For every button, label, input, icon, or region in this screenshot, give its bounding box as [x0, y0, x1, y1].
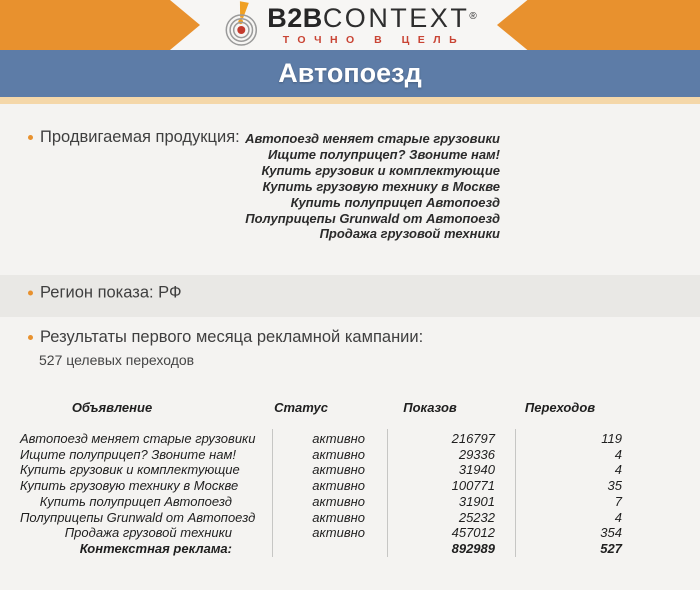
table-cell: 4 [614, 446, 622, 462]
list-item: Продажа грузовой техники [319, 226, 500, 242]
list-item: Купить грузовик и комплектующие [261, 162, 500, 178]
list-item: Автопоезд меняет старые грузовики [245, 131, 500, 146]
table-total-label: Контекстная реклама: [79, 540, 232, 556]
table-cell: 7 [614, 493, 622, 509]
list-item: Купить грузовую технику в Москве [262, 178, 500, 194]
table-cell: активно [312, 462, 365, 478]
column-divider [387, 429, 388, 557]
table-cell: 29336 [458, 446, 495, 462]
results-section-label [28, 328, 423, 347]
table-body [20, 431, 642, 557]
left-arrow-banner [0, 0, 200, 50]
products-list [240, 131, 500, 242]
table-cell: 100771 [451, 478, 495, 494]
list-item: Полуприцепы Grunwald от Автопоезд [245, 210, 500, 226]
table-cell: Купить грузовик и комплектующие [20, 462, 240, 478]
column-header-impressions: Показов [403, 400, 457, 415]
results-subtext: 527 целевых переходов [39, 352, 195, 368]
region-section-label [28, 284, 182, 303]
b2bcontext-logo [223, 0, 476, 50]
brand-name-light: CONTEXT [322, 2, 470, 33]
table-cell: 119 [601, 431, 622, 446]
table-cell: 4 [614, 462, 622, 478]
table-cell: активно [312, 525, 365, 541]
brand-name [267, 2, 477, 33]
column-header-ad: Объявление [71, 400, 153, 415]
table-cell: 4 [614, 509, 622, 525]
products-label-text: Продвигаемая продукция: [40, 128, 240, 146]
table-cell: 457012 [451, 525, 495, 541]
bullseye-target-icon [223, 1, 261, 52]
title-bar [0, 50, 700, 97]
list-item: Купить полуприцеп Автопоезд [290, 194, 500, 210]
table-cell: 354 [600, 525, 622, 541]
table-cell: Купить полуприцеп Автопоезд [39, 493, 232, 509]
bullet-icon [28, 291, 33, 296]
table-total-clicks: 527 [600, 540, 622, 556]
bullet-icon [28, 335, 33, 340]
page-title: Автопоезд [278, 58, 422, 88]
table-header-row [20, 400, 642, 415]
logo-band [0, 0, 700, 50]
table-cell: 216797 [451, 431, 495, 446]
table-cell: Продажа грузовой техники [64, 525, 232, 541]
column-divider [272, 429, 273, 557]
beige-divider-strip [0, 97, 700, 104]
column-header-clicks: Переходов [524, 400, 596, 415]
table-cell: активно [312, 431, 365, 446]
table-cell: активно [312, 509, 365, 525]
table-cell: активно [312, 493, 365, 509]
table-cell: 31901 [458, 493, 495, 509]
results-label-text: Результаты первого месяца рекламной кампании: [40, 328, 424, 346]
list-item: Ищите полуприцеп? Звоните нам! [267, 146, 500, 162]
column-divider [515, 429, 516, 557]
table-cell: Ищите полуприцеп? Звоните нам! [20, 446, 236, 462]
brand-name-bold: B2B [267, 2, 323, 33]
table-cell: Купить грузовую технику в Москве [20, 478, 239, 494]
table-cell: Автопоезд меняет старые грузовики [20, 431, 256, 446]
table-cell: активно [312, 478, 365, 494]
table-cell: 25232 [458, 509, 495, 525]
registered-mark: ® [469, 10, 477, 22]
table-cell: Полуприцепы Grunwald от Автопоезд [20, 509, 256, 525]
bullet-icon [28, 135, 33, 140]
table-total-impressions: 892989 [451, 540, 495, 556]
right-arrow-banner [497, 0, 700, 50]
region-label-text: Регион показа: РФ [40, 283, 182, 302]
products-section-label [28, 128, 240, 147]
logo-text-block [267, 2, 477, 46]
table-cell: 35 [607, 478, 622, 494]
table-cell: 31940 [458, 462, 495, 478]
table-total-status [272, 541, 387, 557]
table-cell: активно [312, 446, 365, 462]
column-header-status: Статус [274, 400, 328, 415]
brand-tagline: ТОЧНО В ЦЕЛЬ [282, 33, 466, 46]
